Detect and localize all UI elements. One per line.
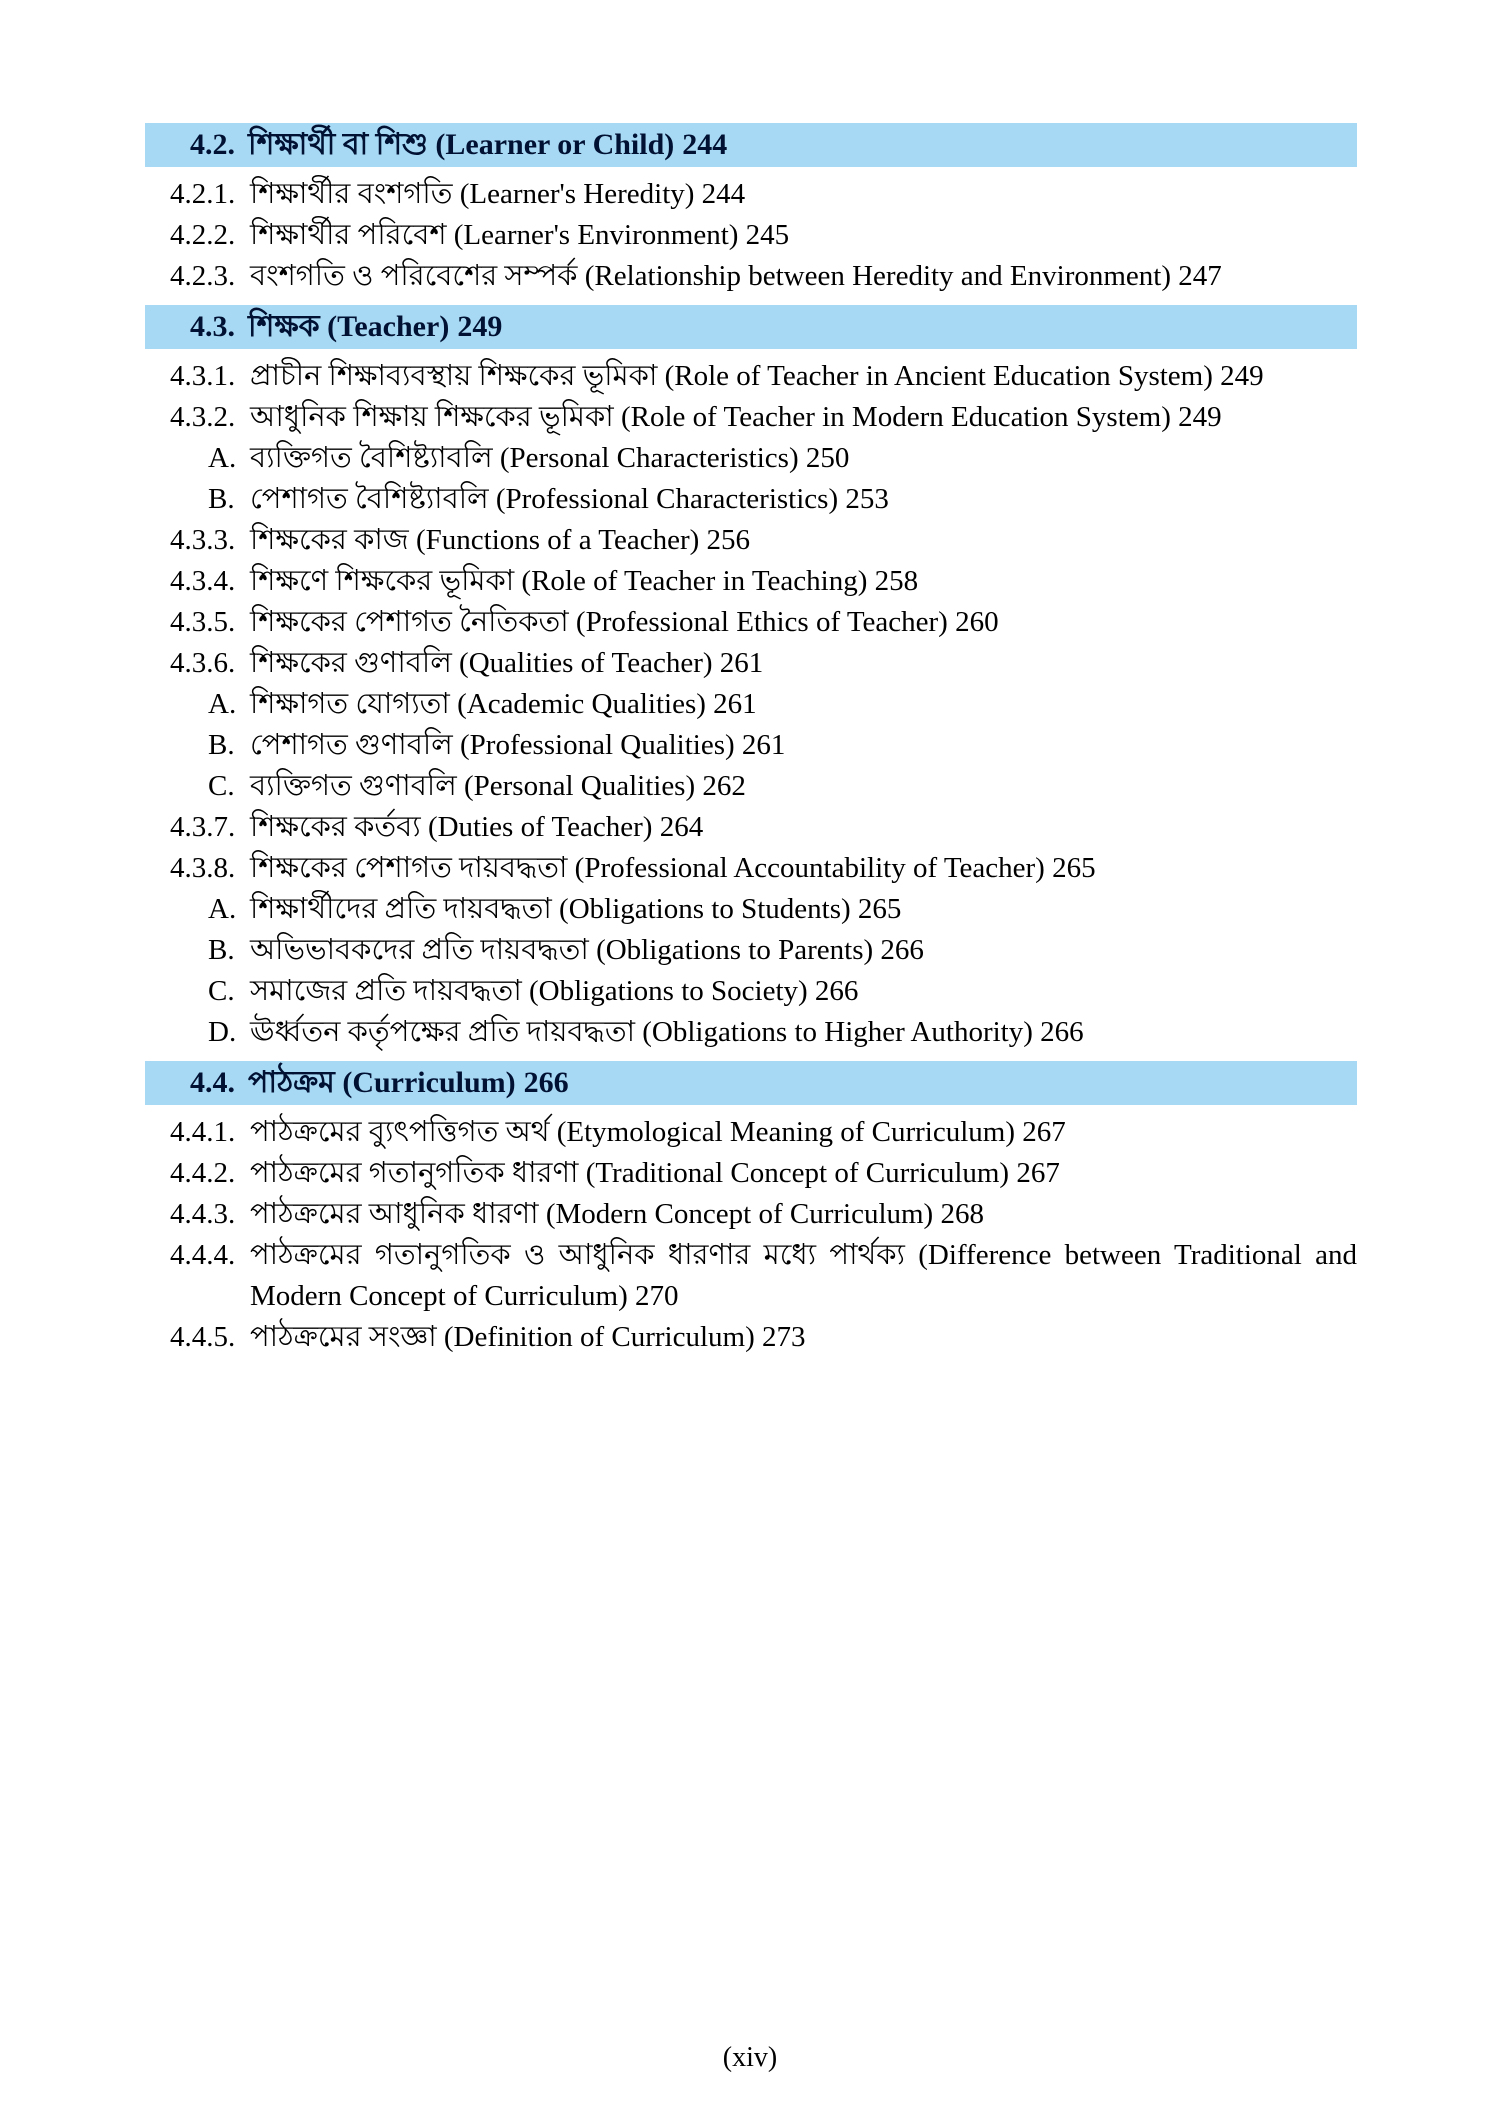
toc-entry [145, 766, 1357, 807]
toc-entry-text [250, 397, 1357, 438]
toc-entry-title: শিক্ষকের কর্তব্য (Duties of Teacher) [250, 811, 653, 843]
toc-entry-page: 264 [659, 811, 704, 843]
toc-entry [145, 438, 1357, 479]
toc-entry-page: 265 [1052, 852, 1096, 884]
toc-entry-number: 4.3.1. [170, 360, 236, 392]
section-page: 244 [682, 128, 728, 161]
toc-entry-number: B. [208, 934, 235, 966]
toc-entry-text [250, 561, 1357, 602]
section-title: শিক্ষার্থী বা শিশু (Learner or Child) [248, 128, 675, 161]
toc-entry [145, 848, 1357, 889]
toc-entry [145, 356, 1357, 397]
toc-entry-text [250, 889, 1357, 930]
toc-entry-page: 261 [741, 729, 786, 761]
toc-entry-text [250, 438, 1357, 479]
toc-section-header [145, 305, 1357, 349]
toc-entry-text [250, 1194, 1357, 1235]
toc-entry-page: 258 [874, 565, 919, 597]
toc-entry-text [250, 971, 1357, 1012]
toc-entry-page: 249 [1178, 401, 1222, 433]
toc-entry-page: 273 [761, 1321, 806, 1353]
toc-entry [145, 1317, 1357, 1358]
toc-entry-number: 4.3.6. [170, 647, 236, 679]
toc-entry [145, 256, 1357, 297]
toc-entry-number: 4.3.4. [170, 565, 236, 597]
toc-entry-title: অভিভাবকদের প্রতি দায়বদ্ধতা (Obligations to Parents) [250, 934, 874, 966]
section-title: পাঠক্রম (Curriculum) [248, 1066, 516, 1099]
toc-entry-page: 245 [745, 219, 790, 251]
toc-entry-page: 265 [857, 893, 902, 925]
toc-entry-page: 266 [1040, 1016, 1084, 1048]
toc-entry-page: 270 [634, 1280, 679, 1312]
toc-entry-page: 260 [955, 606, 999, 638]
toc-entry-page: 256 [706, 524, 751, 556]
toc-entry [145, 1012, 1357, 1053]
toc-entry-title: শিক্ষকের গুণাবলি (Qualities of Teacher) [250, 647, 713, 679]
toc-entry-number: A. [208, 442, 237, 474]
toc-entry [145, 520, 1357, 561]
toc-entry-title: বংশগতি ও পরিবেশের সম্পর্ক (Relationship between Heredity and Environment) [250, 260, 1171, 292]
toc-entry-text [250, 766, 1357, 807]
toc-entry-title: শিক্ষার্থীর বংশগতি (Learner's Heredity) [250, 178, 695, 210]
toc-entry-number: 4.4.2. [170, 1157, 236, 1189]
toc-entry-number: 4.3.3. [170, 524, 236, 556]
toc-entry-page: 261 [719, 647, 764, 679]
toc-entry-text [250, 1012, 1357, 1053]
toc-entry-title: শিক্ষাগত যোগ্যতা (Academic Qualities) [250, 688, 706, 720]
toc-entry-title: পাঠক্রমের গতানুগতিক ও আধুনিক ধারণার মধ্যে পার্থক্য (Difference between Traditional and Modern Concept of Curriculum) [250, 1239, 1357, 1312]
toc-entry [145, 1153, 1357, 1194]
toc-entry-text [250, 356, 1357, 397]
toc-entry-text [250, 684, 1357, 725]
page-number-footer: (xiv) [722, 2042, 778, 2073]
toc-entry-number: B. [208, 729, 235, 761]
toc-entry [145, 807, 1357, 848]
toc-entry-page: 261 [713, 688, 757, 720]
toc-entry [145, 1112, 1357, 1153]
toc-entry-title: শিক্ষণে শিক্ষকের ভূমিকা (Role of Teacher in Teaching) [250, 565, 868, 597]
toc-entry-title: শিক্ষকের পেশাগত দায়বদ্ধতা (Professional Accountability of Teacher) [250, 852, 1045, 884]
toc-entry [145, 684, 1357, 725]
toc-entry-page: 266 [814, 975, 859, 1007]
section-title: শিক্ষক (Teacher) [248, 310, 450, 343]
toc-entry-page: 247 [1178, 260, 1222, 292]
toc-entry-page: 268 [940, 1198, 984, 1230]
toc-entry-title: পাঠক্রমের ব্যুৎপত্তিগত অর্থ (Etymological Meaning of Curriculum) [250, 1116, 1015, 1148]
toc-entry-text [250, 807, 1357, 848]
toc-entry [145, 971, 1357, 1012]
toc-entry-text [250, 930, 1357, 971]
toc-entry-page: 253 [845, 483, 889, 515]
toc-entry-page: 249 [1220, 360, 1264, 392]
toc-entry-title: আধুনিক শিক্ষায় শিক্ষকের ভূমিকা (Role of Teacher in Modern Education System) [250, 401, 1171, 433]
toc-entry-text [250, 215, 1357, 256]
toc-entry-text [250, 256, 1357, 297]
toc-entry [145, 602, 1357, 643]
section-number: 4.2. [190, 128, 235, 161]
section-page: 266 [523, 1066, 569, 1099]
toc-entry-text [250, 602, 1357, 643]
toc-section-header [145, 1061, 1357, 1105]
toc-entry-page: 266 [880, 934, 924, 966]
toc-entry-page: 244 [701, 178, 746, 210]
toc-list [145, 123, 1357, 1358]
toc-entry [145, 215, 1357, 256]
toc-entry-title: পেশাগত গুণাবলি (Professional Qualities) [250, 729, 735, 761]
toc-entry-number: 4.3.8. [170, 852, 236, 884]
toc-entry-title: সমাজের প্রতি দায়বদ্ধতা (Obligations to Society) [250, 975, 808, 1007]
toc-entry-number: 4.4.3. [170, 1198, 236, 1230]
toc-entry-number: C. [208, 770, 235, 802]
toc-entry-page: 267 [1016, 1157, 1060, 1189]
toc-entry-text [250, 174, 1357, 215]
toc-entry [145, 1235, 1357, 1317]
toc-entry [145, 174, 1357, 215]
toc-entry [145, 930, 1357, 971]
toc-entry-number: 4.4.4. [170, 1239, 236, 1271]
toc-entry-title: শিক্ষার্থীদের প্রতি দায়বদ্ধতা (Obligations to Students) [250, 893, 851, 925]
toc-entry [145, 1194, 1357, 1235]
toc-entry-number: A. [208, 688, 237, 720]
toc-entry-text [250, 1153, 1357, 1194]
toc-entry-title: শিক্ষকের পেশাগত নৈতিকতা (Professional Ethics of Teacher) [250, 606, 948, 638]
toc-entry-text [250, 479, 1357, 520]
toc-entry-title: পাঠক্রমের আধুনিক ধারণা (Modern Concept of Curriculum) [250, 1198, 934, 1230]
section-number: 4.3. [190, 310, 235, 343]
toc-entry-title: ব্যক্তিগত গুণাবলি (Personal Qualities) [250, 770, 696, 802]
toc-entry-number: C. [208, 975, 235, 1007]
toc-entry [145, 725, 1357, 766]
toc-entry-title: প্রাচীন শিক্ষাব্যবস্থায় শিক্ষকের ভূমিকা (Role of Teacher in Ancient Education System) [250, 360, 1213, 392]
toc-entry-number: A. [208, 893, 237, 925]
toc-entry-title: পেশাগত বৈশিষ্ট্যাবলি (Professional Characteristics) [250, 483, 839, 515]
toc-entry-page: 267 [1022, 1116, 1066, 1148]
toc-entry-number: 4.2.3. [170, 260, 236, 292]
toc-entry-title: পাঠক্রমের সংজ্ঞা (Definition of Curriculum) [250, 1321, 755, 1353]
toc-entry-text [250, 520, 1357, 561]
toc-entry-number: 4.3.7. [170, 811, 236, 843]
toc-entry-text [250, 1317, 1357, 1358]
toc-entry [145, 397, 1357, 438]
toc-entry-number: 4.3.5. [170, 606, 236, 638]
toc-entry-number: 4.4.1. [170, 1116, 236, 1148]
toc-entry [145, 889, 1357, 930]
toc-entry-number: 4.2.2. [170, 219, 236, 251]
toc-entry [145, 643, 1357, 684]
toc-entry-page: 250 [805, 442, 850, 474]
toc-section-header [145, 123, 1357, 167]
toc-entry-number: 4.4.5. [170, 1321, 236, 1353]
toc-entry-number: B. [208, 483, 235, 515]
toc-entry-number: D. [208, 1016, 237, 1048]
toc-entry [145, 561, 1357, 602]
toc-entry-number: 4.3.2. [170, 401, 236, 433]
toc-entry [145, 479, 1357, 520]
toc-entry-text [250, 1235, 1357, 1317]
toc-entry-number: 4.2.1. [170, 178, 236, 210]
section-number: 4.4. [190, 1066, 235, 1099]
toc-entry-text [250, 1112, 1357, 1153]
toc-entry-title: ব্যক্তিগত বৈশিষ্ট্যাবলি (Personal Characteristics) [250, 442, 799, 474]
toc-entry-title: শিক্ষার্থীর পরিবেশ (Learner's Environment) [250, 219, 739, 251]
toc-entry-title: ঊর্ধ্বতন কর্তৃপক্ষের প্রতি দায়বদ্ধতা (Obligations to Higher Authority) [250, 1016, 1033, 1048]
toc-entry-page: 262 [702, 770, 746, 802]
toc-entry-text [250, 848, 1357, 889]
toc-entry-text [250, 643, 1357, 684]
toc-entry-title: পাঠক্রমের গতানুগতিক ধারণা (Traditional Concept of Curriculum) [250, 1157, 1010, 1189]
toc-entry-text [250, 725, 1357, 766]
section-page: 249 [457, 310, 503, 343]
toc-entry-title: শিক্ষকের কাজ (Functions of a Teacher) [250, 524, 700, 556]
